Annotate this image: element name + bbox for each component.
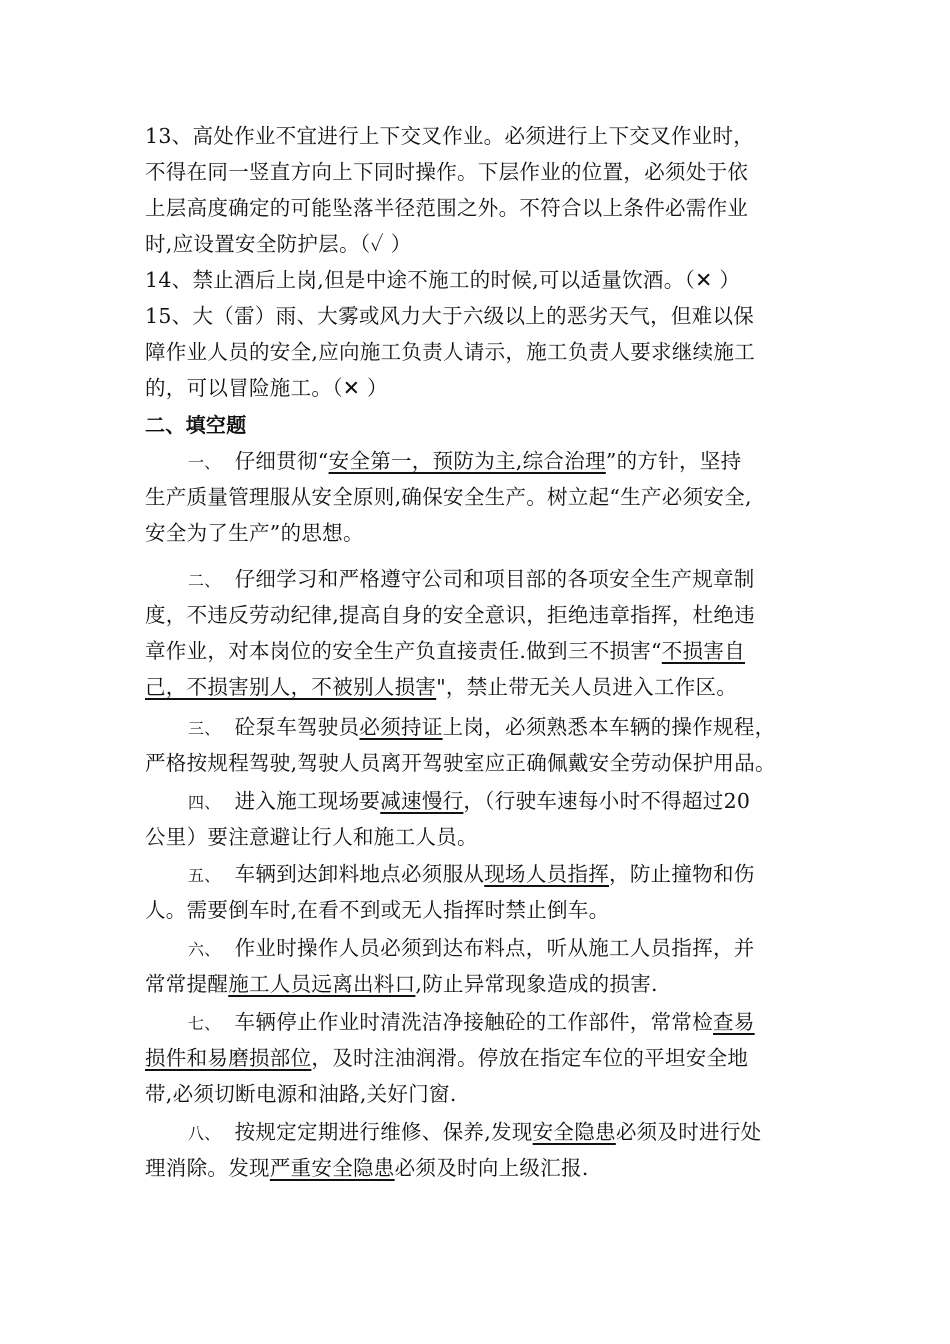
q1-text-b: ”的方针，坚持 — [605, 449, 742, 473]
q6-number: 六、 — [188, 940, 221, 959]
fill-q7-line-3: 带,必须切断电源和油路,关好门窗. — [145, 1082, 457, 1106]
q4-answer: 减速慢行 — [380, 789, 464, 813]
q1-answer: 安全第一，预防为主,综合治理 — [328, 449, 606, 473]
q2-answer-part-2: 己，不损害别人，不被别人损害 — [145, 675, 437, 699]
q8-number: 八、 — [188, 1124, 221, 1143]
q6-text-c: ,防止异常现象造成的损害. — [415, 972, 658, 996]
fill-q8-line-1 — [188, 1115, 761, 1151]
q2-text-a: 仔细学习和严格遵守公司和项目部的各项安全生产规章制 — [234, 567, 755, 591]
tf-15-line-1: 15、大（雷）雨、大雾或风力大于六级以上的恶劣天气，但难以保 — [145, 304, 755, 328]
fill-q3-line-2: 严格按规程驾驶,驾驶人员离开驾驶室应正确佩戴安全劳动保护用品。 — [145, 751, 776, 775]
q1-text-a: 仔细贯彻“ — [234, 449, 329, 473]
q8-text-d: 必须及时向上级汇报. — [394, 1156, 589, 1180]
q2-text-c: "，禁止带无关人员进入工作区。 — [436, 675, 738, 699]
q8-text-b: 必须及时进行处 — [615, 1120, 762, 1144]
q6-text-b: 常常提醒 — [145, 972, 229, 996]
tf-15-line-3: 的，可以冒险施工。（✕ ） — [145, 376, 388, 400]
q8-text-a: 按规定定期进行维修、保养,发现 — [234, 1120, 533, 1144]
fill-q2-line-3 — [145, 634, 745, 668]
q2-text-b: 章作业，对本岗位的安全生产负直接责任.做到三不损害“ — [145, 639, 662, 663]
fill-q5-line-1 — [188, 857, 755, 893]
tf-13-line-1: 13、高处作业不宜进行上下交叉作业。必须进行上下交叉作业时， — [145, 124, 755, 148]
q8-answer-2: 严重安全隐患 — [269, 1156, 395, 1180]
fill-q5-line-2: 人。需要倒车时,在看不到或无人指挥时禁止倒车。 — [145, 898, 610, 922]
q6-text-a: 作业时操作人员必须到达布料点，听从施工人员指挥，并 — [234, 936, 755, 960]
fill-q2-line-4 — [145, 670, 737, 704]
q4-number: 四、 — [188, 793, 221, 812]
q7-answer-part-1: 查易 — [713, 1010, 755, 1034]
tf-14-line-1: 14、禁止酒后上岗,但是中途不施工的时候,可以适量饮酒。（✕ ） — [145, 268, 741, 292]
q2-answer-part-1: 不损害自 — [661, 639, 745, 663]
fill-q6-line-2 — [145, 967, 658, 1001]
q5-text-b: ，防止撞物和伤 — [609, 862, 755, 886]
q4-text-a: 进入施工现场要 — [234, 789, 381, 813]
fill-q7-line-1 — [188, 1005, 755, 1041]
q7-number: 七、 — [188, 1014, 221, 1033]
tf-13-line-3: 上层高度确定的可能坠落半径范围之外。不符合以上条件必需作业 — [145, 196, 749, 220]
fill-q7-line-2 — [145, 1041, 748, 1075]
tf-15-line-2: 障作业人员的安全,应向施工负责人请示，施工负责人要求继续施工 — [145, 340, 756, 364]
fill-q8-line-2 — [145, 1151, 589, 1185]
fill-q4-line-2: 公里）要注意避让行人和施工人员。 — [145, 825, 478, 849]
fill-q2-line-2: 度，不违反劳动纪律,提高自身的安全意识，拒绝违章指挥，杜绝违 — [145, 603, 756, 627]
fill-q2-line-1 — [188, 562, 755, 598]
section-title: 二、填空题 — [145, 413, 247, 437]
q8-answer-1: 安全隐患 — [532, 1120, 616, 1144]
q3-text-b: 上岗，必须熟悉本车辆的操作规程， — [442, 715, 776, 739]
fill-q1-line-2: 生产质量管理服从安全原则,确保安全生产。树立起“生产必须安全, — [145, 485, 752, 509]
tf-13-line-2: 不得在同一竖直方向上下同时操作。下层作业的位置，必须处于依 — [145, 160, 749, 184]
q6-answer: 施工人员远离出料口 — [228, 972, 416, 996]
q5-text-a: 车辆到达卸料地点必须服从 — [234, 862, 485, 886]
q4-text-b: ，（行驶车速每小时不得超过20 — [463, 789, 751, 813]
q8-text-c: 理消除。发现 — [145, 1156, 270, 1180]
q5-number: 五、 — [188, 866, 221, 885]
fill-q1-line-3: 安全为了生产”的思想。 — [145, 521, 364, 545]
fill-q3-line-1 — [188, 710, 775, 746]
tf-13-line-4: 时,应设置安全防护层。（✓ ） — [145, 232, 412, 256]
q7-answer-part-2: 损件和易磨损部位 — [145, 1046, 312, 1070]
q7-text-a: 车辆停止作业时清洗洁净接触砼的工作部件，常常检 — [234, 1010, 714, 1034]
q3-text-a: 砼泵车驾驶员 — [234, 715, 360, 739]
q2-number: 二、 — [188, 571, 221, 590]
q5-answer: 现场人员指挥 — [484, 862, 610, 886]
q1-number: 一、 — [188, 453, 221, 472]
fill-q4-line-1 — [188, 784, 750, 820]
q3-number: 三、 — [188, 719, 221, 738]
fill-q1-line-1 — [188, 444, 741, 480]
q3-answer: 必须持证 — [359, 715, 443, 739]
fill-q6-line-1 — [188, 931, 755, 967]
q7-text-b: ，及时注油润滑。停放在指定车位的平坦安全地 — [311, 1046, 749, 1070]
